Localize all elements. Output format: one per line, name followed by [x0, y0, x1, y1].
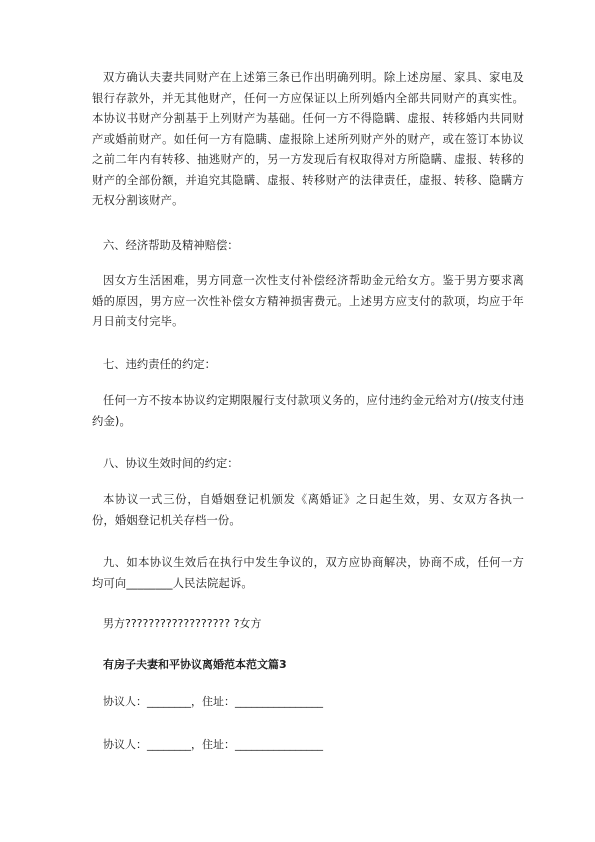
section-heading-breach-liability: 七、违约责任的约定：	[103, 358, 216, 371]
paragraph-breach-liability: 任何一方不按本协议约定期限履行支付款项义务的，应付违约金元给对方(/按支付违约金)。	[92, 394, 524, 428]
paragraph-asset-confirmation: 双方确认夫妻共同财产在上述第三条已作出明确列明。除上述房屋、家具、家电及银行存款外，并无其他财产，任何一方应保证以上所列婚内全部共同财产的真实性。本协议书财产分割基于上列财产为基础。任何一方不得隐瞒、虚报、转移婚内共同财产或婚前财产。如任何一方有隐瞒、虚报除上述所列财产外的财产，或在签订本协议之前二年内有转移、抽逃财产的，另一方发现后有权取得对方所隐瞒、虚报、转移的财产的全部份额，并追究其隐瞒、虚报、转移财产的法律责任，虚报、转移、隐瞒方无权分割该财产。	[92, 71, 524, 207]
section-heading-economic-help: 六、经济帮助及精神赔偿：	[103, 239, 239, 252]
section-title-template-3: 有房子夫妻和平协议离婚范本范文篇3	[103, 658, 287, 671]
paragraph-economic-help: 因女方生活困难，男方同意一次性支付补偿经济帮助金元给女方。鉴于男方要求离婚的原因，男方应一次性补偿女方精神损害费元。上述男方应支付的款项，均应于年月日前支付完毕。	[92, 274, 524, 328]
paragraph-dispute-resolution: 九、如本协议生效后在执行中发生争议的，双方应协商解决，协商不成，任何一方均可向________人民法院起诉。	[92, 556, 524, 590]
paragraph-effective-time: 本协议一式三份，自婚姻登记机颁发《离婚证》之日起生效，男、女双方各执一份，婚姻登记机关存档一份。	[92, 493, 524, 527]
section-heading-effective-time: 八、协议生效时间的约定：	[103, 457, 239, 470]
signature-line: 男方?????????????????? ?女方	[103, 617, 262, 630]
party-line-1: 协议人：________，住址：________________	[103, 695, 323, 708]
party-line-2: 协议人：________，住址：________________	[103, 738, 323, 751]
